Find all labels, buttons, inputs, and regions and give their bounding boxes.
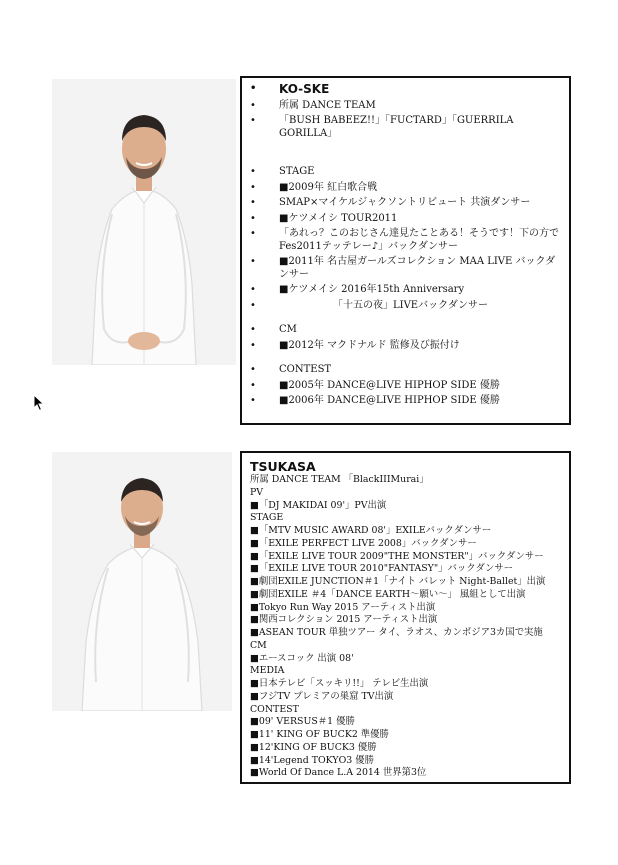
list-item: ■フジTV プレミアの巣窟 TV出演 [250, 690, 394, 702]
list-item: ■12'KING OF BUCK3 優勝 [250, 741, 377, 753]
list-item [250, 300, 559, 313]
list-item: • 「あれっ？このおじさん達見たことある！そうです！下の方でFes2011テッテレー♪」バックダンサー [250, 228, 559, 253]
mouse-cursor-icon [33, 394, 45, 416]
list-item: ■「EXILE PERFECT LIVE 2008」バックダンサー [250, 537, 477, 549]
list-item: 所属 DANCE TEAM 「BlackIIIMurai」 [250, 474, 429, 485]
list-item: • ■ケツメイシ 2016年15th Anniversary [250, 284, 559, 297]
section-heading-cm: • CM [250, 324, 559, 337]
list-item: ■「DJ MAKIDAI 09'」PV出演 [250, 499, 387, 511]
list-item: ■14'Legend TOKYO3 優勝 [250, 754, 374, 766]
person-illustration [52, 452, 232, 711]
section-heading-contest: • CONTEST [250, 364, 559, 377]
person-illustration [52, 79, 236, 365]
profile-details-list [250, 83, 559, 408]
list-item: • ■2011年 名古屋ガールズコレクション MAA LIVE バックダンサー [250, 256, 559, 281]
list-item: ■関西コレクション 2015 アーティスト出演 [250, 614, 438, 626]
list-item: ■09' VERSUS＃1 優勝 [250, 716, 355, 728]
list-item: ■「EXILE LIVE TOUR 2009"THE MONSTER"」バックダンサー [250, 550, 544, 562]
list-item: • ■2006年 DANCE@LIVE HIPHOP SIDE 優勝 [250, 395, 559, 408]
list-item: ■「EXILE LIVE TOUR 2010"FANTASY"」バックダンサー [250, 563, 514, 575]
list-item: ■劇団EXILE JUNCTION＃1「ナイト バレット Night-Ballet」出演 [250, 576, 546, 587]
list-item: ■11' KING OF BUCK2 準優勝 [250, 729, 389, 740]
list-item: • 「BUSH BABEEZ!!」「FUCTARD」「GUERRILA GORILLA」 [250, 115, 559, 140]
list-item: ■日本テレビ「スッキリ!!」 テレビ生出演 [250, 678, 429, 689]
section-heading-pv: PV [250, 486, 264, 498]
profile-box-koske [240, 76, 571, 425]
list-item: ■「MTV MUSIC AWARD 08'」EXILEバックダンサー [250, 525, 492, 536]
section-heading-contest: CONTEST [250, 703, 299, 715]
list-item: • ■2009年 紅白歌合戦 [250, 182, 559, 195]
section-heading-media: MEDIA [250, 665, 285, 677]
list-item: ■エースコック 出演 08' [250, 652, 354, 664]
list-item: ■Tokyo Run Way 2015 アーティスト出演 [250, 601, 436, 613]
profile-details-list [250, 459, 561, 780]
profile-photo-tsukasa [52, 452, 232, 711]
list-item: • ■2005年 DANCE@LIVE HIPHOP SIDE 優勝 [250, 380, 559, 393]
list-item: • ■2012年 マクドナルド 監修及び振付け [250, 340, 559, 353]
list-item: • SMAP×マイケルジャクソントリビュート 共演ダンサー [250, 197, 559, 210]
section-heading-stage: • STAGE [250, 166, 559, 179]
list-item: ■World Of Dance L.A 2014 世界第3位 [250, 767, 427, 779]
profile-name: TSUKASA [250, 459, 316, 474]
list-item: ■劇団EXILE ＃4「DANCE EARTH～願い～」 風組として出演 [250, 588, 526, 600]
profile-box-tsukasa [240, 451, 571, 784]
profile-photo-koske [52, 79, 236, 365]
profile-name: • KO-SKE [250, 83, 559, 96]
section-heading-cm: CM [250, 639, 267, 651]
list-item-text: 「十五の夜」LIVEバックダンサー [333, 299, 489, 311]
section-heading-stage: STAGE [250, 512, 284, 524]
list-item: • ■ケツメイシ TOUR2011 [250, 213, 559, 226]
list-item: ■ASEAN TOUR 単独ツアー タイ、ラオス、カンボジア3カ国で実施 [250, 627, 543, 638]
list-item: • 所属 DANCE TEAM [250, 100, 559, 113]
